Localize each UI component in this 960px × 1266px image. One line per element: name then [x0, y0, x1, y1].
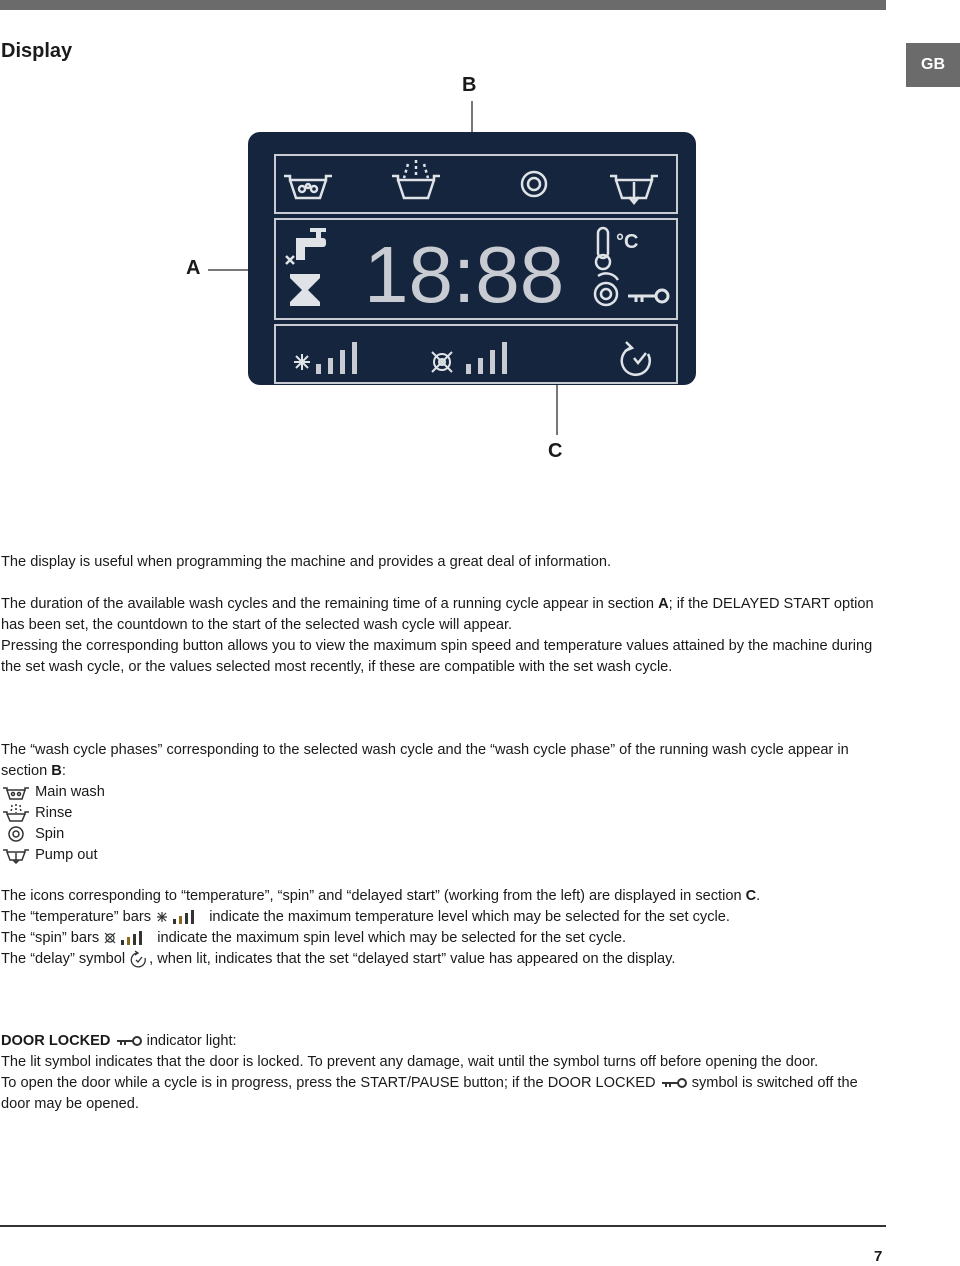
phase-rinse — [1, 803, 886, 824]
section-a-letter: A — [658, 596, 669, 612]
lcd-temperature-unit: °C — [616, 231, 639, 253]
lcd-section-a — [274, 218, 678, 320]
top-rule — [0, 0, 886, 10]
spin-bars-icon — [103, 929, 153, 947]
spin-icon — [522, 172, 546, 196]
temperature-bars — [316, 342, 357, 374]
language-tab: GB — [906, 43, 960, 87]
pump-out-icon — [610, 176, 658, 203]
spin-bars — [466, 342, 507, 374]
phase-main-wash — [1, 782, 886, 803]
section-a-paragraph — [1, 594, 886, 678]
door-locked-paragraph — [1, 1031, 886, 1115]
main-wash-icon — [1, 783, 31, 801]
lcd-time-digits: 18:88 — [364, 230, 565, 318]
door-locked-key-icon — [628, 290, 668, 302]
door-locked-text-2a: To open the door while a cycle is in progress, press the START/PAUSE button; if the DOOR LOCKED — [1, 1075, 656, 1091]
pump-out-icon — [1, 846, 31, 864]
spin-off-icon — [432, 352, 452, 372]
section-c-paragraph — [1, 886, 886, 970]
delay-text-1: The “delay” symbol — [1, 951, 126, 967]
temperature-bars-icon — [155, 908, 205, 926]
section-b-paragraph — [1, 740, 886, 866]
phase-pump-out — [1, 845, 886, 866]
door-locked-title: DOOR LOCKED — [1, 1033, 111, 1049]
section-c-text-1: The icons corresponding to “temperature”, “spin” and “delayed start” (working from the left) are displayed in section — [1, 888, 746, 904]
section-c-text — [1, 886, 886, 907]
hourglass-icon — [290, 274, 320, 306]
spin-text-2: indicate the maximum spin level which may be selected for the set cycle. — [157, 930, 627, 946]
delay-text-2: , when lit, indicates that the set “delayed start” value has appeared on the display. — [149, 951, 676, 967]
section-a-text — [1, 594, 886, 636]
phase-label-rinse: Rinse — [35, 805, 73, 821]
display-panel — [248, 132, 696, 385]
lcd-section-b — [274, 154, 678, 214]
key-icon — [115, 1034, 143, 1048]
page-title: Display — [1, 40, 73, 62]
door-locked-title-2: indicator light: — [142, 1033, 237, 1049]
rinse-icon — [392, 160, 440, 198]
temperature-text-2: indicate the maximum temperature level which may be selected for the set cycle. — [209, 909, 730, 925]
intro-text: The display is useful when programming the machine and provides a great deal of information. — [1, 554, 612, 570]
temperature-bars-text — [1, 907, 886, 928]
section-b-text-2: : — [61, 763, 66, 779]
lcd-section-c — [274, 324, 678, 384]
label-c: C — [548, 440, 563, 462]
phase-label-main-wash: Main wash — [35, 784, 105, 800]
delayed-start-icon — [129, 950, 149, 968]
section-c-text-2: . — [756, 888, 761, 904]
section-b-text-1: The “wash cycle phases” corresponding to the selected wash cycle and the “wash cycle phase” of the running wash cycle appear in section — [1, 742, 849, 779]
section-a-text-2: ; if the DELAYED START option has been set, the countdown to the start of the selected wash cycle will appear. — [1, 596, 874, 633]
label-a: A — [186, 257, 201, 279]
bottom-rule — [0, 1225, 886, 1227]
spin-bars-text — [1, 928, 886, 949]
spin-speed-icon — [595, 273, 618, 305]
section-b-letter: B — [51, 763, 62, 779]
delay-symbol-text — [1, 949, 886, 970]
intro-paragraph — [1, 552, 881, 573]
tap-icon — [296, 228, 326, 260]
door-locked-text-1: The lit symbol indicates that the door is locked. To prevent any damage, wait until the symbol turns off before opening the door. — [1, 1054, 819, 1070]
cross-icon — [286, 256, 294, 264]
door-locked-text-2 — [1, 1073, 886, 1115]
thermometer-icon — [596, 228, 610, 269]
phase-spin — [1, 824, 886, 845]
phase-label-pump-out: Pump out — [35, 847, 98, 863]
temperature-text-1: The “temperature” bars — [1, 909, 152, 925]
delayed-start-icon — [622, 342, 650, 375]
section-a-text-3: Pressing the corresponding button allows you to view the maximum spin speed and temperature values attained by the machine during the set wash cycle, or the values selected most recently, if these are compatible with the set wash cycle. — [1, 638, 873, 675]
label-b: B — [462, 74, 477, 96]
door-locked-text-2b: symbol is switched off the door may be opened. — [1, 1075, 858, 1112]
spin-icon — [1, 825, 31, 843]
door-locked-heading — [1, 1031, 886, 1052]
section-a-text-1: The duration of the available wash cycles and the remaining time of a running cycle appear in section — [1, 596, 659, 612]
rinse-icon — [1, 804, 31, 822]
section-c-letter: C — [745, 888, 757, 904]
page-number: 7 — [874, 1248, 883, 1265]
main-wash-icon — [284, 176, 332, 198]
temperature-snowflake-icon — [294, 354, 310, 370]
section-b-text — [1, 740, 886, 782]
phase-label-spin: Spin — [35, 826, 65, 842]
key-icon — [660, 1076, 688, 1090]
spin-text-1: The “spin” bars — [1, 930, 100, 946]
